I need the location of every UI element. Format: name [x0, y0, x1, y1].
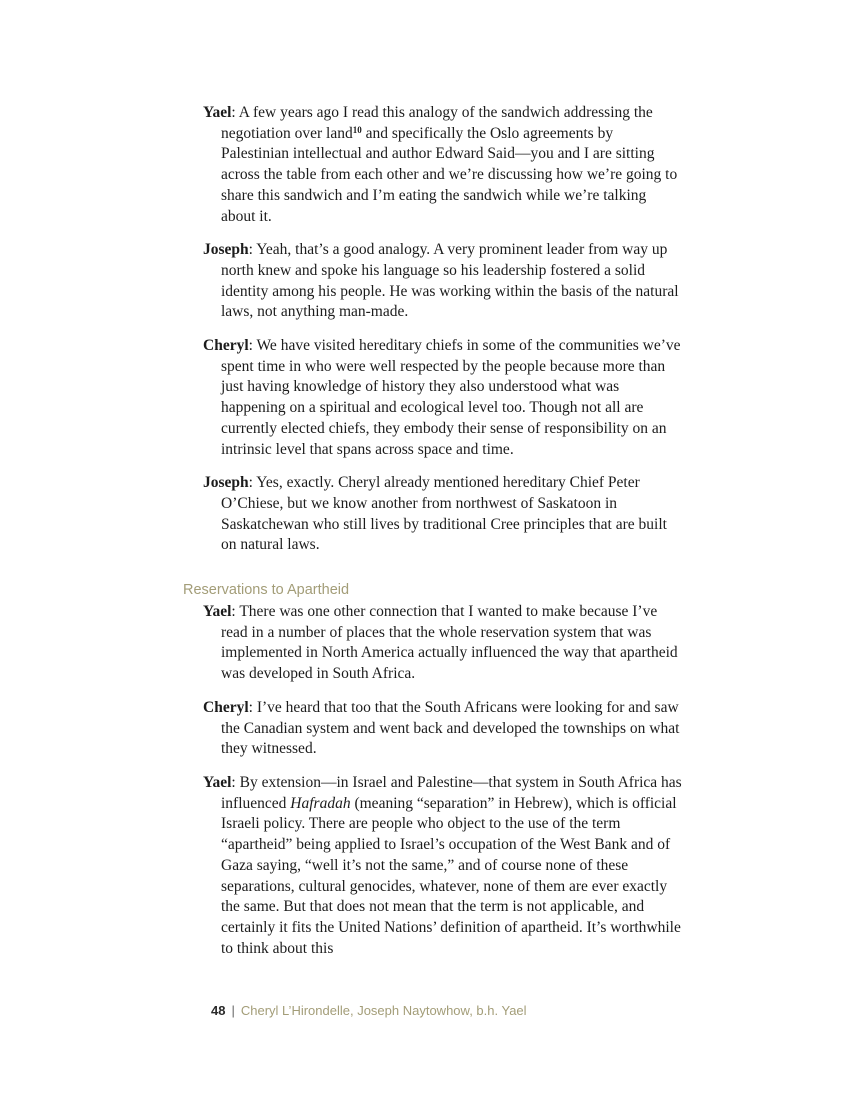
dialogue-text: and specifically the Oslo agreements by Palestinian intellectual and author Edward Said—you and I are sitting across the table from each other and we’re discussing how we’re going to share this sandwich and I’m eating the sandwich while we’re talking about it.	[221, 124, 678, 225]
speaker-name: Cheryl	[203, 337, 249, 355]
speaker-name: Yael	[203, 104, 232, 121]
footer-separator: |	[231, 1003, 235, 1018]
speaker-name: Yael	[203, 773, 232, 791]
dialogue-paragraph: Yael: There was one other connection that I wanted to make because I’ve read in a number of places that the whole reservation system that was implemented in North America actually influenced the way that apartheid was developed in South Africa.	[203, 603, 678, 683]
page-number: 48	[211, 1003, 226, 1018]
page-body	[183, 103, 683, 972]
page-footer	[211, 1003, 527, 1018]
dialogue-paragraph: Joseph: Yes, exactly. Cheryl already mentioned hereditary Chief Peter O’Chiese, but we know another from northwest of Saskatoon in Saskatchewan who still lives by traditional Cree principles that are built on natural laws.	[203, 474, 667, 554]
section-heading: Reservations to Apartheid	[183, 582, 350, 599]
dialogue-paragraph: Cheryl: I’ve heard that too that the South Africans were looking for and saw the Canadian system and went back and developed the townships on what they witnessed.	[203, 698, 680, 758]
dialogue-text: We have visited hereditary chiefs in some of the communities we’ve spent time in who were well respected by the people because more than just having knowledge of history they also understood what was happening on a spiritual and ecological level too. Though not all are currently elected chiefs, they embody their sense of responsibility on an intrinsic level that spans across space and time.	[221, 337, 681, 458]
italic-term: Hafradah	[290, 794, 351, 812]
dialogue-paragraph: Yael: A few years ago I read this analogy of the sandwich addressing the negotiation over land$^{10}$ and specifically the Oslo agreements by Palestinian intellectual and author Edward Said—you and I are sitting across the table from each other and we’re discussing how we’re going to share this sandwich and I’m eating the sandwich while we’re talking about it.	[203, 104, 678, 225]
speaker-name: Cheryl	[203, 698, 249, 716]
dialogue-text: I’ve heard that too that the South Africans were looking for and saw the Canadian system and went back and developed the townships on what they witnessed.	[221, 698, 680, 758]
dialogue-text: (meaning “separation” in Hebrew), which is official Israeli policy. There are people who object to the use of the term “apartheid” being applied to Israel’s occupation of the West Bank and of Gaza saying, “well it’s not the same,” and of course none of these separations, cultural genocides, whatever, none of them are ever exactly the same. But that does not mean that the term is not applicable, and certainly it fits the United Nations’ definition of apartheid. It’s worthwhile to think about this	[221, 794, 681, 957]
dialogue-paragraph: Yael: By extension—in Israel and Palestine—that system in South Africa has influenced Hafradah (meaning “separation” in Hebrew), which is official Israeli policy. There are people who object to the use of the term “apartheid” being applied to Israel’s occupation of the West Bank and of Gaza saying, “well it’s not the same,” and of course none of these separations, cultural genocides, whatever, none of them are ever exactly the same. But that does not mean that the term is not applicable, and certainly it fits the United Nations’ definition of apartheid. It’s worthwhile to think about this	[203, 773, 682, 957]
dialogue-text: Yeah, that’s a good analogy. A very prominent leader from way up north knew and spoke his language so his leadership fostered a solid identity among his people. He was working within the basis of the natural laws, not anything man-made.	[221, 241, 679, 321]
dialogue-text: Yes, exactly. Cheryl already mentioned hereditary Chief Peter O’Chiese, but we know another from northwest of Saskatoon in Saskatchewan who still lives by traditional Cree principles that are built on natural laws.	[221, 474, 667, 554]
dialogue-text: By extension—in Israel and Palestine—that system in South Africa has influenced	[221, 773, 682, 812]
dialogue-text: A few years ago I read this analogy of the sandwich addressing the negotiation over land	[221, 104, 653, 142]
speaker-name: Joseph	[203, 474, 249, 492]
speaker-name: Yael	[203, 603, 232, 621]
dialogue-paragraph: Joseph: Yeah, that’s a good analogy. A very prominent leader from way up north knew and spoke his language so his leadership fostered a solid identity among his people. He was working within the basis of the natural laws, not anything man-made.	[203, 241, 679, 321]
speaker-name: Joseph	[203, 241, 249, 259]
dialogue-text: There was one other connection that I wanted to make because I’ve read in a number of places that the whole reservation system that was implemented in North America actually influenced the way that apartheid was developed in South Africa.	[221, 603, 678, 683]
footer-authors: Cheryl L’Hirondelle, Joseph Naytowhow, b.h. Yael	[240, 1003, 527, 1018]
footnote-marker[interactable]: 10	[352, 124, 362, 135]
dialogue-paragraph: Cheryl: We have visited hereditary chiefs in some of the communities we’ve spent time in who were well respected by the people because more than just having knowledge of history they also understood what was happening on a spiritual and ecological level too. Though not all are currently elected chiefs, they embody their sense of responsibility on an intrinsic level that spans across space and time.	[203, 337, 681, 458]
